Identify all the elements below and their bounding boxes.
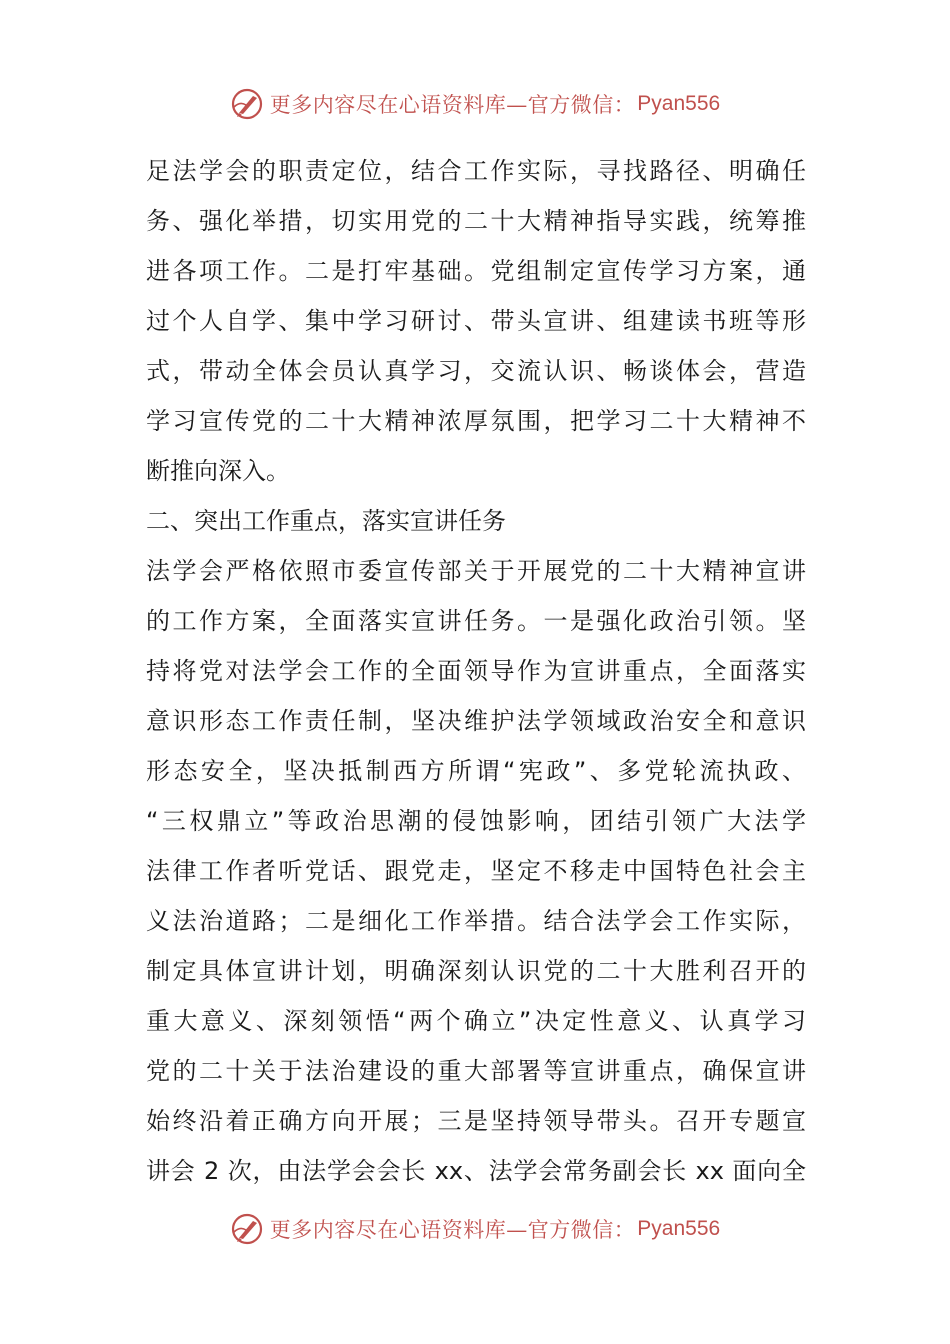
- body-line: 过个人自学、集中学习研讨、带头宣讲、组建读书班等形: [146, 307, 806, 335]
- section-heading: 二、突出工作重点，落实宣讲任务: [146, 507, 506, 535]
- body-line: 学习宣传党的二十大精神浓厚氛围，把学习二十大精神不: [146, 407, 806, 435]
- body-line: 法学会严格依照市委宣传部关于开展党的二十大精神宣讲: [146, 557, 806, 585]
- body-line: 断推向深入。: [146, 457, 290, 485]
- body-line: 法律工作者听党话、跟党走，坚定不移走中国特色社会主: [146, 857, 806, 885]
- body-line: 意识形态工作责任制，坚决维护法学领域政治安全和意识: [146, 707, 806, 735]
- quill-pen-logo-icon: [230, 87, 264, 121]
- body-line: 制定具体宣讲计划，明确深刻认识党的二十大胜利召开的: [146, 957, 806, 985]
- body-line: 义法治道路；二是细化工作举措。结合法学会工作实际，: [146, 907, 806, 935]
- body-line: 式，带动全体会员认真学习，交流认识、畅谈体会，营造: [146, 357, 806, 385]
- body-line: 足法学会的职责定位，结合工作实际，寻找路径、明确任: [146, 157, 806, 185]
- body-line: 党的二十关于法治建设的重大部署等宣讲重点，确保宣讲: [146, 1057, 806, 1085]
- watermark-site-text: 更多内容尽在心语资料库—官方微信：: [269, 93, 636, 117]
- body-line: “三权鼎立”等政治思潮的侵蚀影响，团结引领广大法学: [146, 807, 806, 835]
- body-line: 始终沿着正确方向开展；三是坚持领导带头。召开专题宣: [146, 1107, 806, 1135]
- body-line: 重大意义、深刻领悟“两个确立”决定性意义、认真学习: [146, 1007, 806, 1035]
- body-line: 讲会 2 次，由法学会会长 xx、法学会常务副会长 xx 面向全: [146, 1157, 806, 1185]
- quill-pen-logo-icon: [230, 1212, 264, 1246]
- watermark-site-text: 更多内容尽在心语资料库—官方微信：: [269, 1218, 636, 1242]
- body-line: 的工作方案，全面落实宣讲任务。一是强化政治引领。坚: [146, 607, 806, 635]
- body-line: 形态安全，坚决抵制西方所谓“宪政”、多党轮流执政、: [146, 757, 806, 785]
- watermark-wechat-id: Pyan556: [637, 1217, 721, 1240]
- watermark-wechat-id: Pyan556: [637, 92, 721, 115]
- document-body: [146, 146, 806, 1196]
- watermark-banner-bottom: [0, 1209, 950, 1249]
- watermark-banner-top: [0, 84, 950, 124]
- body-line: 持将党对法学会工作的全面领导作为宣讲重点，全面落实: [146, 657, 806, 685]
- body-line: 进各项工作。二是打牢基础。党组制定宣传学习方案，通: [146, 257, 806, 285]
- body-line: 务、强化举措，切实用党的二十大精神指导实践，统筹推: [146, 207, 806, 235]
